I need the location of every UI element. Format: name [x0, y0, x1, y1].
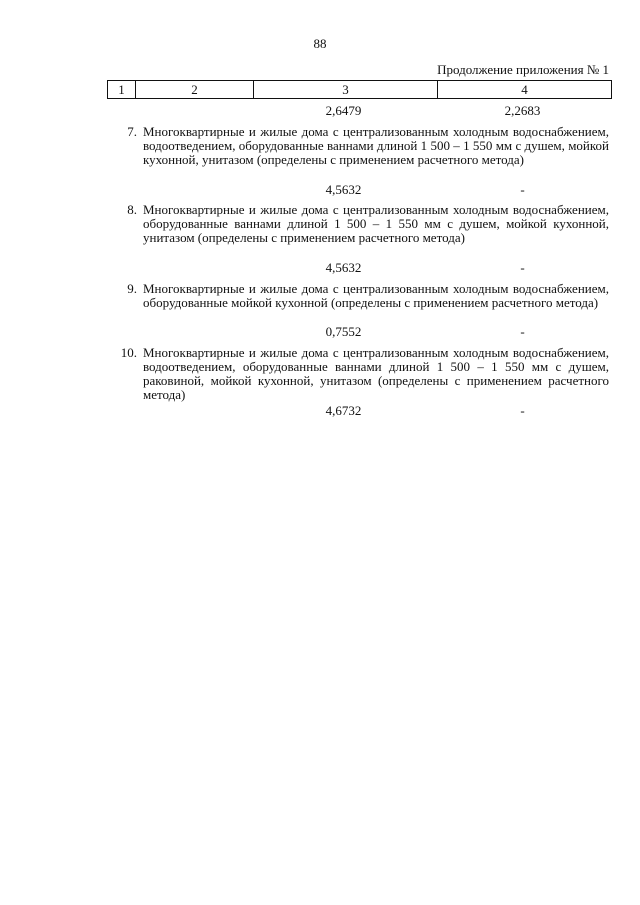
item-description: Многоквартирные и жилые дома с централизованным холодным водоснабжением, оборудованные ваннами длиной 1 500 – 1 550 мм с душем, мойкой кухонной, унитазом (определены с применением расчетного метода): [143, 202, 609, 245]
item-number: 8.: [127, 202, 137, 217]
page-number: 88: [313, 36, 327, 51]
value-row: [252, 403, 610, 421]
value-col4: -: [520, 182, 525, 197]
value-row: [252, 260, 610, 278]
value-col4: 2,2683: [504, 103, 541, 118]
column-header-3: 3: [254, 81, 438, 99]
list-item: [107, 203, 607, 259]
value-col4: -: [520, 403, 525, 418]
list-item: [107, 346, 607, 402]
column-header-2: 2: [136, 81, 254, 99]
item-description: Многоквартирные и жилые дома с централизованным холодным водоснабжением, водоотведением, оборудованные ваннами длиной 1 500 – 1 550 мм с душем, раковиной, мойкой кухонной, унитазом (определены с применением расчетного метода): [143, 345, 609, 402]
column-header-row: [108, 81, 612, 99]
item-number: 10.: [120, 345, 137, 360]
value-col4: -: [520, 324, 525, 339]
value-col3: 0,7552: [325, 324, 362, 339]
value-col3: 2,6479: [325, 103, 362, 118]
item-number: 7.: [127, 124, 137, 139]
column-header-4: 4: [438, 81, 612, 99]
item-description: Многоквартирные и жилые дома с централизованным холодным водоснабжением, оборудованные мойкой кухонной (определены с применением расчетного метода): [143, 281, 609, 310]
value-col4: -: [520, 260, 525, 275]
value-row: [252, 324, 610, 342]
continuation-label: Продолжение приложения № 1: [437, 62, 609, 77]
value-row: [252, 182, 610, 200]
column-header-table: [107, 80, 612, 99]
list-item: [107, 125, 607, 181]
item-number: 9.: [127, 281, 137, 296]
value-row: [252, 103, 610, 121]
value-col3: 4,5632: [325, 260, 362, 275]
item-description: Многоквартирные и жилые дома с централизованным холодным водоснабжением, водоотведением, оборудованные ваннами длиной 1 500 – 1 550 мм с душем, мойкой кухонной, унитазом (определены с применением расчетного метода): [143, 124, 609, 167]
column-header-1: 1: [108, 81, 136, 99]
value-col3: 4,5632: [325, 182, 362, 197]
list-item: [107, 282, 607, 324]
value-col3: 4,6732: [325, 403, 362, 418]
